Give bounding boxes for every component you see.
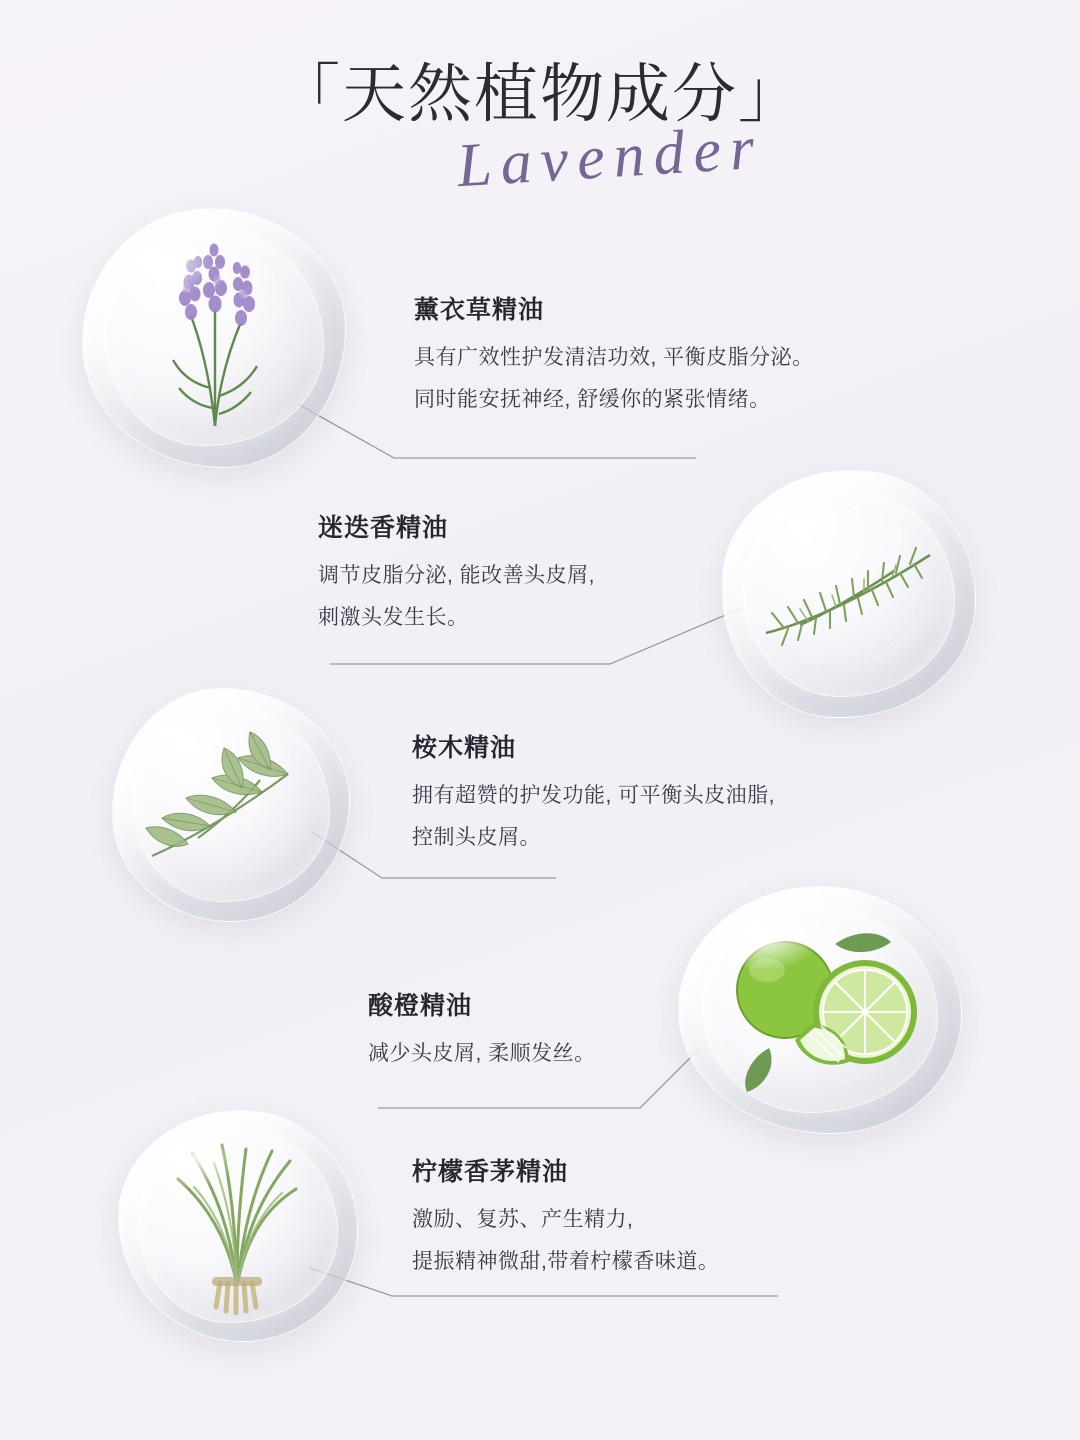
ingredient-text-lavender <box>414 290 914 415</box>
ingredient-desc-line: 同时能安抚神经, 舒缓你的紧张情绪。 <box>414 388 771 412</box>
ingredient-text-lemongrass <box>412 1152 872 1277</box>
page-header <box>0 58 1080 200</box>
ingredient-name-lavender: 薰衣草精油 <box>414 296 545 324</box>
ingredient-bubble-lemongrass[interactable] <box>118 1110 358 1342</box>
lemongrass-bundle-icon <box>119 1111 357 1341</box>
ingredient-desc-line: 减少头皮屑, 柔顺发丝。 <box>368 1042 596 1065</box>
page-subtitle-script: Lavender <box>455 113 765 200</box>
ingredient-bubble-rosemary[interactable] <box>722 470 976 718</box>
ingredient-bubble-lavender[interactable] <box>82 208 346 468</box>
ingredient-name-rosemary: 迷迭香精油 <box>318 514 449 542</box>
ingredient-desc-line: 提振精神微甜,带着柠檬香味道。 <box>412 1250 720 1274</box>
ingredient-bubble-eucalyptus[interactable] <box>112 688 350 922</box>
eucalyptus-leaf-icon <box>113 689 349 921</box>
ingredient-name-lemongrass: 柠檬香茅精油 <box>412 1158 569 1186</box>
ingredient-text-lime <box>368 986 788 1068</box>
ingredient-desc-line: 刺激头发生长。 <box>318 606 469 630</box>
ingredient-text-eucalyptus <box>412 728 912 853</box>
ingredient-name-lime: 酸橙精油 <box>368 992 473 1020</box>
ingredient-desc-line: 具有广效性护发清洁功效, 平衡皮脂分泌。 <box>414 346 814 369</box>
ingredient-desc-line: 激励、复苏、产生精力, <box>412 1208 634 1231</box>
page-title: 「天然植物成分」 <box>276 59 804 130</box>
lavender-sprig-icon <box>83 209 345 467</box>
ingredient-desc-line: 调节皮脂分泌, 能改善头皮屑, <box>318 564 596 587</box>
ingredient-text-rosemary <box>318 508 758 633</box>
ingredient-desc-line: 拥有超赞的护发功能, 可平衡头皮油脂, <box>412 784 776 807</box>
ingredient-desc-line: 控制头皮屑。 <box>412 826 541 850</box>
rosemary-sprig-icon <box>723 471 975 717</box>
ingredient-name-eucalyptus: 桉木精油 <box>412 734 517 762</box>
